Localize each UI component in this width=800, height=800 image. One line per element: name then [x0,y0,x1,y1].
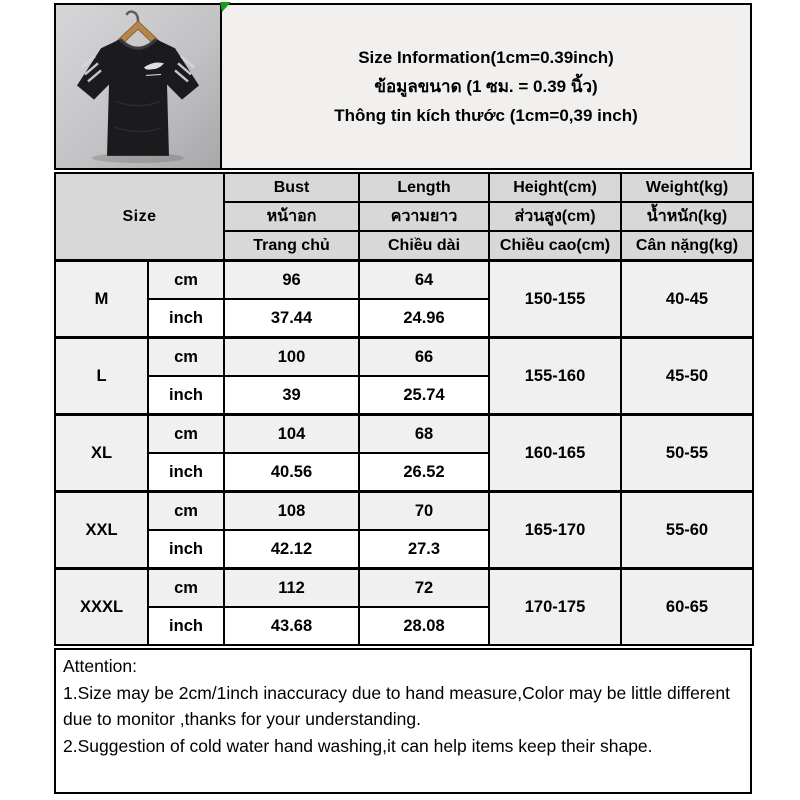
bust-cm-value: 108 [224,492,359,531]
unit-label-cm: cm [148,338,224,377]
length-inch-value: 26.52 [359,453,489,492]
unit-label-inch: inch [148,299,224,338]
length-cm-value: 66 [359,338,489,377]
col-header-length-th: ความยาว [359,202,489,231]
weight-range: 50-55 [621,415,753,492]
title-line-vietnamese: Thông tin kích thước (1cm=0,39 inch) [334,106,638,125]
col-header-height-en: Height(cm) [489,173,621,202]
bust-cm-value: 112 [224,569,359,608]
attention-heading: Attention: [63,656,137,676]
bust-cm-value: 100 [224,338,359,377]
table-row [55,338,753,377]
attention-note [54,648,752,794]
size-label-l: L [55,338,148,415]
weight-range: 55-60 [621,492,753,569]
col-header-bust-en: Bust [224,173,359,202]
size-table [54,172,754,646]
col-header-weight-th: น้ำหนัก(kg) [621,202,753,231]
col-header-length-vi: Chiều dài [359,231,489,261]
attention-line-1: 1.Size may be 2cm/1inch inaccuracy due to hand measure,Color may be little different due to monitor ,thanks for your understanding. [63,682,730,730]
length-cm-value: 64 [359,261,489,300]
title-line-thai: ข้อมูลขนาด (1 ซม. = 0.39 นิ้ว) [374,77,598,96]
green-corner-marker [220,2,231,12]
length-cm-value: 68 [359,415,489,454]
size-column-header: Size [55,173,224,261]
size-label-m: M [55,261,148,338]
height-range: 170-175 [489,569,621,646]
height-range: 160-165 [489,415,621,492]
unit-label-inch: inch [148,530,224,569]
length-cm-value: 70 [359,492,489,531]
unit-label-cm: cm [148,261,224,300]
weight-range: 60-65 [621,569,753,646]
top-section [54,3,752,170]
weight-range: 40-45 [621,261,753,338]
length-inch-value: 24.96 [359,299,489,338]
bust-cm-value: 96 [224,261,359,300]
header-row-english [55,173,753,202]
bust-inch-value: 37.44 [224,299,359,338]
bust-inch-value: 43.68 [224,607,359,645]
attention-line-2: 2.Suggestion of cold water hand washing,it can help items keep their shape. [63,735,653,756]
height-range: 150-155 [489,261,621,338]
length-inch-value: 25.74 [359,376,489,415]
length-inch-value: 27.3 [359,530,489,569]
col-header-bust-th: หน้าอก [224,202,359,231]
length-inch-value: 28.08 [359,607,489,645]
title-line-english: Size Information(1cm=0.39inch) [358,48,614,67]
table-row [55,261,753,300]
col-header-height-vi: Chiều cao(cm) [489,231,621,261]
unit-label-cm: cm [148,415,224,454]
size-info-title [222,3,752,170]
size-label-xxxl: XXXL [55,569,148,646]
bust-inch-value: 42.12 [224,530,359,569]
size-label-xl: XL [55,415,148,492]
size-chart-sheet [54,3,752,794]
table-row [55,569,753,608]
table-row [55,415,753,454]
col-header-length-en: Length [359,173,489,202]
unit-label-cm: cm [148,492,224,531]
height-range: 165-170 [489,492,621,569]
bust-inch-value: 40.56 [224,453,359,492]
length-cm-value: 72 [359,569,489,608]
table-row [55,492,753,531]
size-label-xxl: XXL [55,492,148,569]
bust-inch-value: 39 [224,376,359,415]
bust-cm-value: 104 [224,415,359,454]
unit-label-inch: inch [148,453,224,492]
col-header-height-th: ส่วนสูง(cm) [489,202,621,231]
unit-label-inch: inch [148,376,224,415]
col-header-bust-vi: Trang chủ [224,231,359,261]
unit-label-cm: cm [148,569,224,608]
unit-label-inch: inch [148,607,224,645]
height-range: 155-160 [489,338,621,415]
product-photo [54,3,222,170]
tshirt-graphic [56,5,220,168]
weight-range: 45-50 [621,338,753,415]
col-header-weight-en: Weight(kg) [621,173,753,202]
col-header-weight-vi: Cân nặng(kg) [621,231,753,261]
